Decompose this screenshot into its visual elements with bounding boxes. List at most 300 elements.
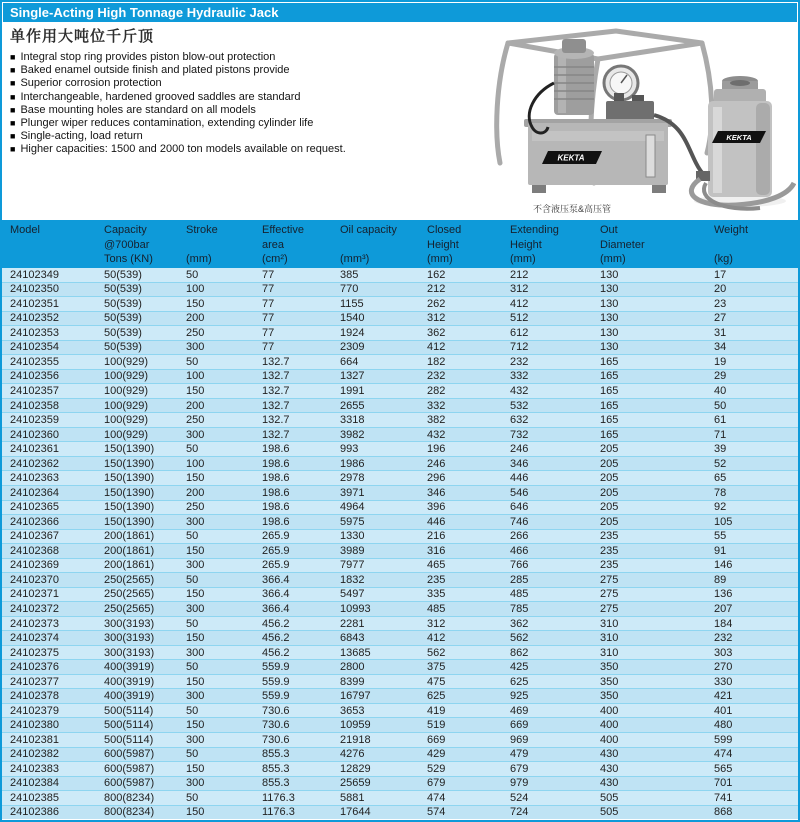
- table-cell: 182: [427, 355, 446, 368]
- table-cell: 77: [262, 268, 275, 281]
- table-cell: 130: [600, 326, 619, 339]
- table-cell: 250: [186, 414, 205, 427]
- table-cell: 730.6: [262, 733, 290, 746]
- table-cell: 150(1390): [104, 443, 155, 456]
- table-cell: 24102375: [10, 646, 59, 659]
- bullet-square-icon: ■: [10, 52, 16, 62]
- table-cell: 150(1390): [104, 472, 155, 485]
- table-cell: 300: [186, 428, 205, 441]
- table-cell: 275: [600, 573, 619, 586]
- spec-table: [2, 220, 798, 820]
- table-cell: 200: [186, 486, 205, 499]
- table-cell: 50: [186, 530, 199, 543]
- table-cell: 205: [600, 443, 619, 456]
- feature-text: Baked enamel outside finish and plated pistons provide: [20, 64, 290, 77]
- table-cell: 300(3193): [104, 632, 155, 645]
- table-cell: 150: [186, 544, 205, 557]
- table-cell: 1330: [340, 530, 365, 543]
- table-cell: 430: [600, 777, 619, 790]
- table-cell: 130: [600, 341, 619, 354]
- table-cell: 24102385: [10, 791, 59, 804]
- table-cell: 235: [600, 559, 619, 572]
- table-body: [2, 268, 798, 819]
- table-row: [2, 456, 798, 471]
- table-cell: 200: [186, 399, 205, 412]
- table-cell: 24102383: [10, 762, 59, 775]
- table-cell: 150: [186, 297, 205, 310]
- table-cell: 77: [262, 312, 275, 325]
- table-row: [2, 688, 798, 703]
- table-cell: 400: [600, 733, 619, 746]
- table-cell: 52: [714, 457, 727, 470]
- table-cell: 3653: [340, 704, 365, 717]
- bullet-square-icon: ■: [10, 65, 16, 76]
- table-cell: 466: [510, 544, 529, 557]
- table-row: [2, 601, 798, 616]
- table-cell: 165: [600, 385, 619, 398]
- intro-section: [2, 23, 798, 220]
- column-header: Extending Height (mm): [510, 224, 559, 265]
- table-cell: 27: [714, 312, 727, 325]
- table-cell: 24102369: [10, 559, 59, 572]
- table-cell: 235: [427, 573, 446, 586]
- cylinder-icon: [691, 76, 794, 209]
- table-cell: 20: [714, 283, 727, 296]
- table-cell: 50: [186, 573, 199, 586]
- table-row: [2, 441, 798, 456]
- table-cell: 512: [510, 312, 529, 325]
- table-cell: 24102378: [10, 690, 59, 703]
- table-cell: 529: [427, 762, 446, 775]
- table-cell: 362: [427, 326, 446, 339]
- column-header: Weight (kg): [714, 224, 749, 265]
- table-cell: 50(539): [104, 297, 142, 310]
- table-cell: 31: [714, 326, 727, 339]
- table-cell: 270: [714, 661, 733, 674]
- table-cell: 1924: [340, 326, 365, 339]
- table-row: [2, 659, 798, 674]
- table-cell: 300: [186, 602, 205, 615]
- table-cell: 24102380: [10, 719, 59, 732]
- table-cell: 400(3919): [104, 661, 155, 674]
- column-header: Model: [10, 224, 40, 236]
- table-cell: 2800: [340, 661, 365, 674]
- table-cell: 868: [714, 806, 733, 819]
- table-cell: 205: [600, 501, 619, 514]
- table-cell: 401: [714, 704, 733, 717]
- table-row: [2, 282, 798, 297]
- table-cell: 50: [186, 268, 199, 281]
- table-cell: 150(1390): [104, 457, 155, 470]
- table-cell: 599: [714, 733, 733, 746]
- table-cell: 1327: [340, 370, 365, 383]
- bullet-square-icon: ■: [10, 118, 16, 129]
- table-cell: 24102366: [10, 515, 59, 528]
- table-cell: 425: [510, 661, 529, 674]
- table-cell: 350: [600, 661, 619, 674]
- table-cell: 50: [186, 748, 199, 761]
- table-cell: 150: [186, 675, 205, 688]
- table-cell: 212: [510, 268, 529, 281]
- table-cell: 300(3193): [104, 646, 155, 659]
- feature-text: Higher capacities: 1500 and 2000 ton models available on request.: [20, 143, 346, 156]
- table-cell: 500(5114): [104, 704, 154, 717]
- table-cell: 130: [600, 283, 619, 296]
- table-cell: 766: [510, 559, 529, 572]
- table-cell: 300: [186, 646, 205, 659]
- column-header: Stroke (mm): [186, 224, 218, 265]
- table-cell: 800(8234): [104, 791, 155, 804]
- table-cell: 546: [510, 486, 529, 499]
- table-cell: 855.3: [262, 777, 290, 790]
- table-cell: 250(2565): [104, 573, 155, 586]
- table-cell: 24102354: [10, 341, 59, 354]
- table-cell: 205: [600, 457, 619, 470]
- table-cell: 246: [427, 457, 446, 470]
- table-cell: 559.9: [262, 690, 290, 703]
- table-cell: 3982: [340, 428, 365, 441]
- table-cell: 312: [510, 283, 529, 296]
- table-cell: 625: [510, 675, 529, 688]
- table-row: [2, 572, 798, 587]
- table-cell: 446: [510, 472, 529, 485]
- table-cell: 400: [600, 719, 619, 732]
- table-cell: 17: [714, 268, 727, 281]
- table-cell: 50: [714, 399, 727, 412]
- table-cell: 29: [714, 370, 727, 383]
- table-cell: 198.6: [262, 501, 290, 514]
- table-cell: 612: [510, 326, 529, 339]
- table-cell: 419: [427, 704, 446, 717]
- table-cell: 385: [340, 268, 359, 281]
- table-cell: 262: [427, 297, 446, 310]
- table-cell: 200(1861): [104, 530, 155, 543]
- table-cell: 77: [262, 297, 275, 310]
- table-cell: 412: [427, 341, 446, 354]
- table-cell: 3318: [340, 414, 365, 427]
- table-cell: 664: [340, 355, 359, 368]
- table-cell: 132.7: [262, 399, 290, 412]
- table-cell: 89: [714, 573, 727, 586]
- table-row: [2, 412, 798, 427]
- table-cell: 300: [186, 515, 205, 528]
- table-cell: 100(929): [104, 370, 149, 383]
- table-cell: 366.4: [262, 588, 290, 601]
- table-cell: 1155: [340, 297, 364, 310]
- table-cell: 300: [186, 559, 205, 572]
- table-cell: 200: [186, 312, 205, 325]
- table-cell: 485: [510, 588, 529, 601]
- table-cell: 979: [510, 777, 529, 790]
- table-row: [2, 630, 798, 645]
- table-cell: 562: [510, 632, 529, 645]
- table-cell: 770: [340, 283, 359, 296]
- table-cell: 196: [427, 443, 446, 456]
- table-cell: 285: [510, 573, 529, 586]
- table-row: [2, 645, 798, 660]
- table-cell: 350: [600, 675, 619, 688]
- table-cell: 669: [510, 719, 529, 732]
- table-cell: 24102379: [10, 704, 59, 717]
- table-cell: 1176.3: [262, 791, 295, 804]
- table-cell: 150: [186, 719, 205, 732]
- table-cell: 150: [186, 762, 205, 775]
- table-cell: 24102359: [10, 414, 59, 427]
- table-cell: 40: [714, 385, 727, 398]
- feature-list: [10, 51, 455, 157]
- table-cell: 400: [600, 704, 619, 717]
- table-cell: 24102349: [10, 268, 59, 281]
- table-cell: 91: [714, 544, 727, 557]
- table-cell: 216: [427, 530, 446, 543]
- table-cell: 456.2: [262, 632, 290, 645]
- table-row: [2, 398, 798, 413]
- table-cell: 100(929): [104, 355, 149, 368]
- table-cell: 265.9: [262, 544, 290, 557]
- table-cell: 24102357: [10, 385, 59, 398]
- table-cell: 24102384: [10, 777, 59, 790]
- table-cell: 8399: [340, 675, 365, 688]
- table-cell: 150(1390): [104, 501, 155, 514]
- table-cell: 77: [262, 283, 275, 296]
- table-cell: 132.7: [262, 414, 290, 427]
- table-row: [2, 805, 798, 820]
- table-cell: 746: [510, 515, 529, 528]
- table-cell: 1540: [340, 312, 365, 325]
- table-cell: 24102376: [10, 661, 59, 674]
- table-row: [2, 383, 798, 398]
- table-cell: 400(3919): [104, 675, 155, 688]
- table-cell: 432: [510, 385, 529, 398]
- table-cell: 310: [600, 646, 619, 659]
- table-cell: 24102364: [10, 486, 59, 499]
- table-cell: 250(2565): [104, 588, 155, 601]
- table-cell: 24102370: [10, 573, 59, 586]
- table-row: [2, 340, 798, 355]
- table-cell: 332: [427, 399, 446, 412]
- table-row: [2, 558, 798, 573]
- table-cell: 480: [714, 719, 733, 732]
- table-cell: 1832: [340, 573, 365, 586]
- table-cell: 712: [510, 341, 529, 354]
- feature-text: Superior corrosion protection: [20, 77, 162, 90]
- feature-text: Integral stop ring provides piston blow-out protection: [20, 51, 276, 63]
- table-cell: 446: [427, 515, 446, 528]
- table-cell: 198.6: [262, 486, 290, 499]
- table-cell: 246: [510, 443, 529, 456]
- table-cell: 469: [510, 704, 529, 717]
- table-cell: 25659: [340, 777, 371, 790]
- product-photo: [456, 23, 796, 219]
- table-cell: 300: [186, 733, 205, 746]
- table-cell: 300(3193): [104, 617, 155, 630]
- table-cell: 24102372: [10, 602, 59, 615]
- feature-item: [10, 77, 455, 90]
- table-row: [2, 674, 798, 689]
- table-cell: 130: [600, 268, 619, 281]
- brand-text: KEKTA: [557, 153, 585, 163]
- table-cell: 198.6: [262, 457, 290, 470]
- table-cell: 50: [186, 661, 199, 674]
- table-cell: 92: [714, 501, 727, 514]
- table-row: [2, 354, 798, 369]
- table-cell: 474: [427, 791, 446, 804]
- table-cell: 310: [600, 617, 619, 630]
- motor-icon: [554, 39, 594, 115]
- table-cell: 24102371: [10, 588, 59, 601]
- table-cell: 679: [427, 777, 446, 790]
- table-cell: 100(929): [104, 399, 149, 412]
- table-cell: 505: [600, 806, 619, 819]
- chinese-subtitle: 单作用大吨位千斤顶: [10, 28, 155, 45]
- table-cell: 800(8234): [104, 806, 155, 819]
- table-cell: 312: [427, 617, 446, 630]
- table-cell: 335: [427, 588, 446, 601]
- table-cell: 13685: [340, 646, 371, 659]
- table-cell: 105: [714, 515, 733, 528]
- table-cell: 310: [600, 632, 619, 645]
- table-cell: 50(539): [104, 312, 142, 325]
- table-cell: 21918: [340, 733, 371, 746]
- table-cell: 24102350: [10, 283, 59, 296]
- table-cell: 366.4: [262, 602, 290, 615]
- feature-item: [10, 143, 455, 156]
- table-cell: 625: [427, 690, 446, 703]
- table-cell: 24102363: [10, 472, 59, 485]
- table-cell: 275: [600, 602, 619, 615]
- table-cell: 600(5987): [104, 762, 155, 775]
- table-cell: 132.7: [262, 385, 290, 398]
- table-cell: 165: [600, 355, 619, 368]
- table-cell: 50: [186, 791, 199, 804]
- table-row: [2, 514, 798, 529]
- table-cell: 232: [510, 355, 529, 368]
- feature-item: [10, 130, 455, 143]
- feature-text: Plunger wiper reduces contamination, extending cylinder life: [20, 117, 314, 130]
- table-cell: 100: [186, 457, 205, 470]
- table-cell: 50: [186, 355, 199, 368]
- table-cell: 165: [600, 399, 619, 412]
- table-cell: 24102362: [10, 457, 59, 470]
- table-cell: 475: [427, 675, 446, 688]
- table-cell: 16797: [340, 690, 371, 703]
- table-cell: 562: [427, 646, 446, 659]
- table-cell: 200(1861): [104, 559, 155, 572]
- table-cell: 724: [510, 806, 529, 819]
- table-cell: 235: [600, 544, 619, 557]
- table-row: [2, 616, 798, 631]
- table-row: [2, 761, 798, 776]
- table-cell: 50(539): [104, 326, 142, 339]
- photo-caption: 不含液压泵&高压管: [532, 204, 612, 214]
- table-cell: 100(929): [104, 428, 149, 441]
- table-row: [2, 427, 798, 442]
- table-cell: 432: [427, 428, 446, 441]
- table-cell: 559.9: [262, 661, 290, 674]
- table-cell: 265.9: [262, 559, 290, 572]
- table-cell: 212: [427, 283, 446, 296]
- feature-item: [10, 51, 455, 64]
- table-row: [2, 587, 798, 602]
- table-cell: 524: [510, 791, 529, 804]
- table-cell: 34: [714, 341, 727, 354]
- column-header: Out Diameter (mm): [600, 224, 645, 265]
- table-cell: 65: [714, 472, 727, 485]
- bullet-square-icon: ■: [10, 104, 16, 115]
- table-cell: 600(5987): [104, 748, 155, 761]
- table-cell: 24102373: [10, 617, 59, 630]
- table-cell: 165: [600, 370, 619, 383]
- table-cell: 24102358: [10, 399, 59, 412]
- table-cell: 150(1390): [104, 486, 155, 499]
- table-cell: 574: [427, 806, 446, 819]
- table-cell: 50: [186, 704, 199, 717]
- table-cell: 24102353: [10, 326, 59, 339]
- table-cell: 346: [427, 486, 446, 499]
- page-title: Single-Acting High Tonnage Hydraulic Jack: [3, 3, 797, 22]
- table-cell: 300: [186, 690, 205, 703]
- table-cell: 19: [714, 355, 727, 368]
- table-row: [2, 311, 798, 326]
- table-cell: 165: [600, 428, 619, 441]
- table-cell: 382: [427, 414, 446, 427]
- bullet-square-icon: ■: [10, 131, 16, 142]
- table-cell: 300: [186, 341, 205, 354]
- table-cell: 465: [427, 559, 446, 572]
- table-cell: 23: [714, 297, 727, 310]
- bullet-square-icon: ■: [10, 78, 16, 89]
- table-cell: 430: [600, 762, 619, 775]
- table-cell: 2655: [340, 399, 365, 412]
- table-cell: 362: [510, 617, 529, 630]
- table-cell: 150(1390): [104, 515, 155, 528]
- table-cell: 17644: [340, 806, 371, 819]
- table-cell: 1986: [340, 457, 365, 470]
- table-cell: 2281: [340, 617, 365, 630]
- table-cell: 50: [186, 617, 199, 630]
- table-cell: 71: [714, 428, 727, 441]
- feature-item: [10, 104, 455, 117]
- table-cell: 24102377: [10, 675, 59, 688]
- sight-glass-icon: [646, 135, 655, 177]
- table-cell: 5975: [340, 515, 365, 528]
- table-cell: 1176.3: [262, 806, 295, 819]
- feature-text: Interchangeable, hardened grooved saddles are standard: [20, 90, 301, 103]
- table-cell: 10993: [340, 602, 371, 615]
- table-cell: 282: [427, 385, 446, 398]
- table-cell: 456.2: [262, 617, 290, 630]
- table-cell: 730.6: [262, 719, 290, 732]
- table-cell: 205: [600, 472, 619, 485]
- table-cell: 50(539): [104, 283, 142, 296]
- table-cell: 198.6: [262, 472, 290, 485]
- table-row: [2, 717, 798, 732]
- table-row: [2, 485, 798, 500]
- table-cell: 646: [510, 501, 529, 514]
- table-cell: 969: [510, 733, 529, 746]
- table-cell: 232: [714, 632, 733, 645]
- table-cell: 39: [714, 443, 727, 456]
- table-cell: 50(539): [104, 268, 142, 281]
- table-cell: 862: [510, 646, 529, 659]
- table-cell: 24102355: [10, 355, 59, 368]
- table-cell: 429: [427, 748, 446, 761]
- table-cell: 162: [427, 268, 446, 281]
- table-row: [2, 747, 798, 762]
- table-cell: 24102386: [10, 806, 59, 819]
- table-cell: 235: [600, 530, 619, 543]
- table-cell: 77: [262, 326, 275, 339]
